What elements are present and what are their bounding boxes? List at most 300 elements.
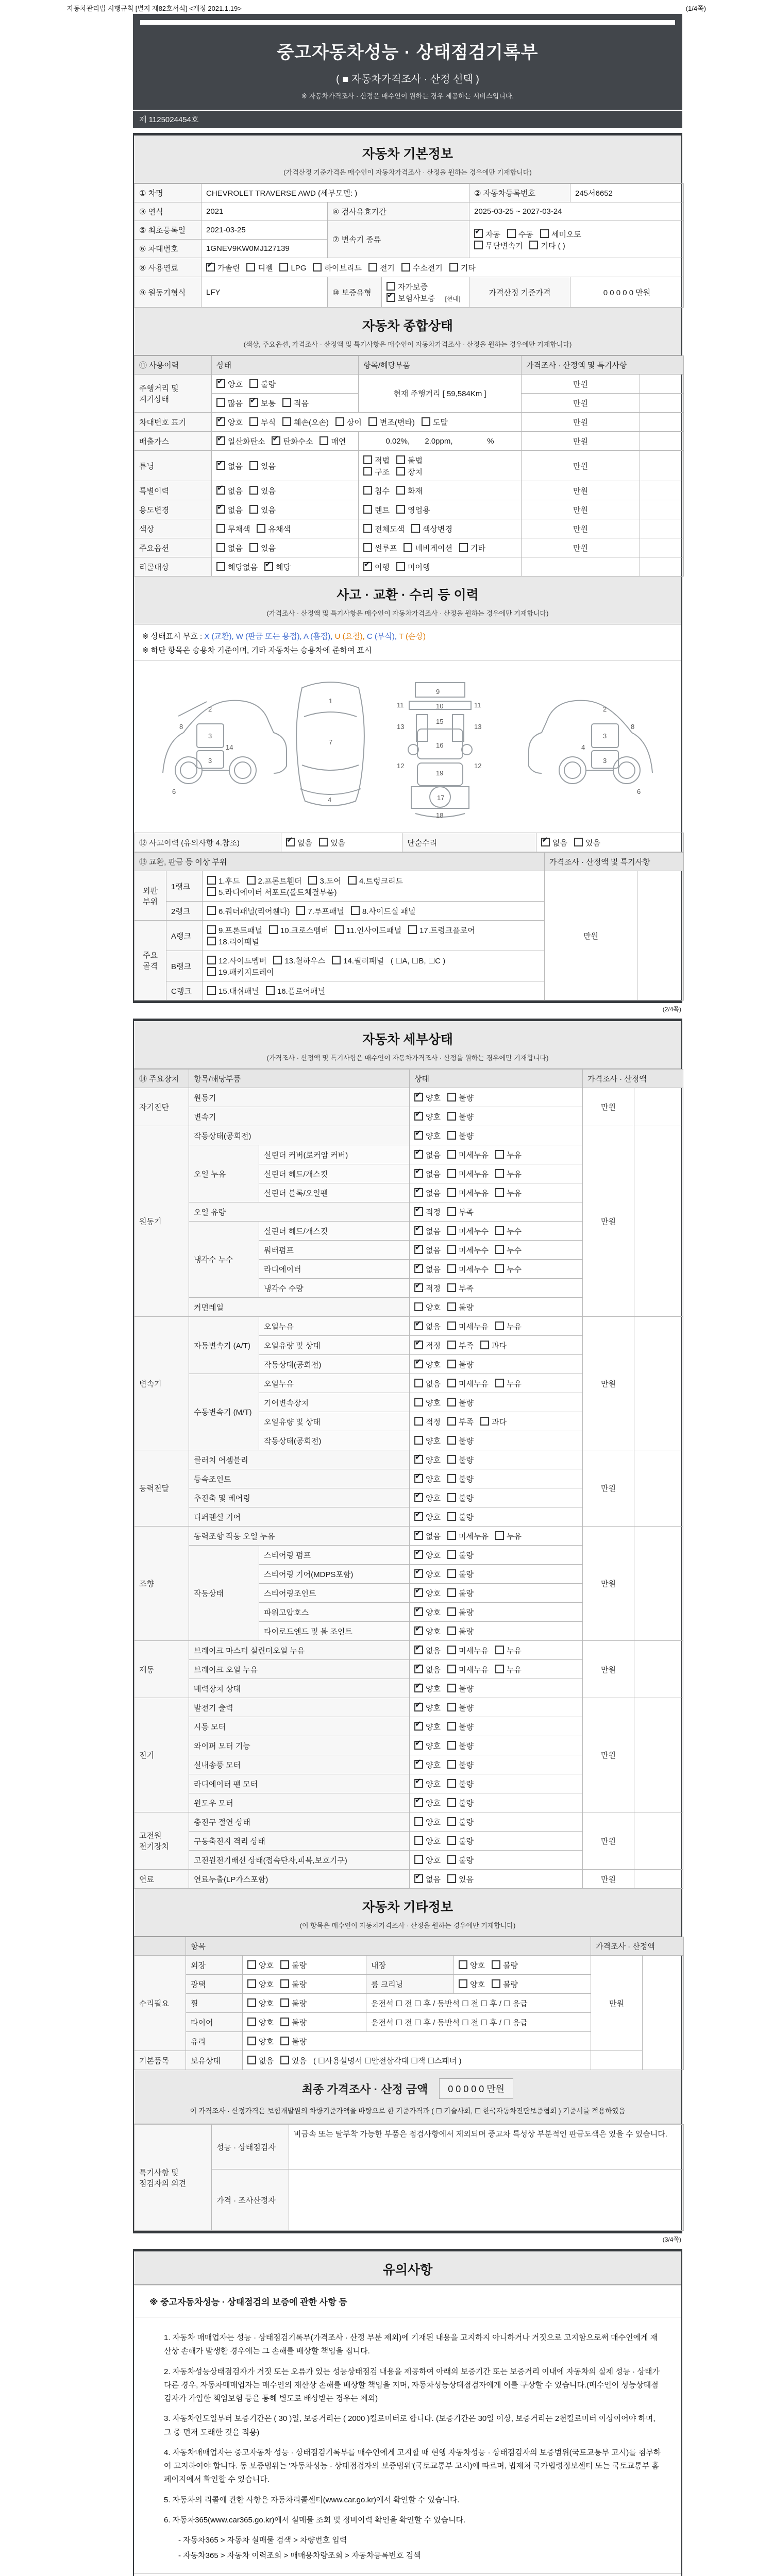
checkbox-세미오토[interactable] xyxy=(540,228,581,240)
checkbox-양호[interactable] xyxy=(414,1702,441,1713)
checkbox-checked-icon[interactable] xyxy=(414,1474,423,1483)
checkbox-불량[interactable] xyxy=(447,1759,474,1770)
checkbox-checked-icon[interactable] xyxy=(414,1207,423,1216)
checkbox-empty-icon[interactable] xyxy=(249,505,258,514)
checkbox-empty-icon[interactable] xyxy=(216,524,225,533)
checkbox-있음[interactable] xyxy=(249,460,276,471)
checkbox-미세누유[interactable] xyxy=(447,1645,489,1656)
checkbox-checked-icon[interactable] xyxy=(414,1741,423,1750)
checkbox-없음[interactable] xyxy=(414,1149,441,1160)
checkbox-불량[interactable] xyxy=(447,1740,474,1751)
checkbox-미세누유[interactable] xyxy=(447,1168,489,1179)
checkbox-해당없음[interactable] xyxy=(216,561,258,572)
checkbox-empty-icon[interactable] xyxy=(447,1264,456,1273)
checkbox-empty-icon[interactable] xyxy=(492,1979,500,1988)
checkbox-checked-icon[interactable] xyxy=(414,1493,423,1502)
checkbox-empty-icon[interactable] xyxy=(447,1493,456,1502)
checkbox-LPG[interactable] xyxy=(279,262,306,273)
checkbox-empty-icon[interactable] xyxy=(447,1569,456,1578)
checkbox-empty-icon[interactable] xyxy=(414,1417,423,1426)
checkbox-미세누유[interactable] xyxy=(447,1320,489,1332)
checkbox-일산화탄소[interactable] xyxy=(216,435,265,447)
checkbox-empty-icon[interactable] xyxy=(414,1379,423,1387)
checkbox-없음[interactable] xyxy=(216,542,243,553)
checkbox-empty-icon[interactable] xyxy=(447,1283,456,1292)
checkbox-empty-icon[interactable] xyxy=(447,1550,456,1559)
checkbox-양호[interactable] xyxy=(459,1959,485,1971)
checkbox-checked-icon[interactable] xyxy=(386,293,395,302)
checkbox-empty-icon[interactable] xyxy=(495,1188,504,1197)
checkbox-부족[interactable] xyxy=(447,1282,474,1294)
checkbox-없음[interactable] xyxy=(541,837,567,848)
checkbox-checked-icon[interactable] xyxy=(414,1646,423,1654)
checkbox-empty-icon[interactable] xyxy=(447,1398,456,1406)
checkbox-불량[interactable] xyxy=(447,1606,474,1618)
checkbox-empty-icon[interactable] xyxy=(247,2018,256,2026)
checkbox-checked-icon[interactable] xyxy=(216,486,225,495)
checkbox-checked-icon[interactable] xyxy=(216,505,225,514)
checkbox-장치[interactable] xyxy=(396,466,423,477)
checkbox-양호[interactable] xyxy=(216,416,243,428)
checkbox-가솔린[interactable] xyxy=(206,262,240,273)
checkbox-양호[interactable] xyxy=(414,1835,441,1846)
checkbox-checked-icon[interactable] xyxy=(414,1283,423,1292)
checkbox-empty-icon[interactable] xyxy=(447,1093,456,1101)
checkbox-empty-icon[interactable] xyxy=(447,1188,456,1197)
checkbox-적정[interactable] xyxy=(414,1206,441,1217)
checkbox-양호[interactable] xyxy=(414,1740,441,1751)
checkbox-empty-icon[interactable] xyxy=(474,241,483,249)
checkbox-checked-icon[interactable] xyxy=(414,1569,423,1578)
checkbox-empty-icon[interactable] xyxy=(447,1341,456,1349)
checkbox-empty-icon[interactable] xyxy=(414,1817,423,1826)
checkbox-empty-icon[interactable] xyxy=(363,486,372,495)
checkbox-empty-icon[interactable] xyxy=(447,1703,456,1711)
checkbox-empty-icon[interactable] xyxy=(280,2018,289,2026)
checkbox-checked-icon[interactable] xyxy=(414,1779,423,1788)
checkbox-전체도색[interactable] xyxy=(363,523,405,534)
checkbox-기타[interactable] xyxy=(459,542,485,553)
checkbox-누유[interactable] xyxy=(495,1664,522,1675)
checkbox-누수[interactable] xyxy=(495,1225,522,1236)
checkbox-양호[interactable] xyxy=(247,1978,274,1990)
checkbox-checked-icon[interactable] xyxy=(414,1550,423,1559)
checkbox-5.라디에이터 서포트(볼트체결부품)[interactable] xyxy=(207,886,337,897)
checkbox-양호[interactable] xyxy=(414,1301,441,1313)
checkbox-양호[interactable] xyxy=(414,1854,441,1866)
checkbox-도말[interactable] xyxy=(422,416,448,428)
checkbox-empty-icon[interactable] xyxy=(335,417,344,426)
checkbox-checked-icon[interactable] xyxy=(414,1131,423,1140)
checkbox-미세누유[interactable] xyxy=(447,1530,489,1541)
checkbox-유채색[interactable] xyxy=(257,523,290,534)
checkbox-empty-icon[interactable] xyxy=(447,1607,456,1616)
checkbox-네비게이션[interactable] xyxy=(404,542,452,553)
checkbox-checked-icon[interactable] xyxy=(286,838,295,846)
checkbox-empty-icon[interactable] xyxy=(280,2056,289,2064)
checkbox-empty-icon[interactable] xyxy=(447,1874,456,1883)
checkbox-empty-icon[interactable] xyxy=(249,461,258,470)
checkbox-checked-icon[interactable] xyxy=(414,1360,423,1368)
checkbox-empty-icon[interactable] xyxy=(495,1150,504,1159)
checkbox-있음[interactable] xyxy=(249,542,276,553)
checkbox-empty-icon[interactable] xyxy=(404,543,412,552)
checkbox-checked-icon[interactable] xyxy=(414,1341,423,1349)
checkbox-불량[interactable] xyxy=(492,1978,518,1990)
checkbox-empty-icon[interactable] xyxy=(574,838,583,846)
checkbox-탄화수소[interactable] xyxy=(272,435,313,447)
checkbox-양호[interactable] xyxy=(414,1549,441,1561)
checkbox-전기[interactable] xyxy=(368,262,395,273)
checkbox-empty-icon[interactable] xyxy=(447,1302,456,1311)
checkbox-무단변속기[interactable] xyxy=(474,240,523,251)
checkbox-없음[interactable] xyxy=(216,504,243,515)
checkbox-empty-icon[interactable] xyxy=(480,1417,489,1426)
checkbox-empty-icon[interactable] xyxy=(207,925,216,934)
checkbox-있음[interactable] xyxy=(319,837,345,848)
checkbox-empty-icon[interactable] xyxy=(459,1960,467,1969)
checkbox-empty-icon[interactable] xyxy=(447,1722,456,1731)
checkbox-empty-icon[interactable] xyxy=(396,562,405,571)
checkbox-없음[interactable] xyxy=(247,2055,274,2066)
checkbox-있음[interactable] xyxy=(447,1873,474,1885)
checkbox-영업용[interactable] xyxy=(396,504,430,515)
checkbox-empty-icon[interactable] xyxy=(492,1960,500,1969)
checkbox-불법[interactable] xyxy=(396,454,423,466)
checkbox-훼손(오손)[interactable] xyxy=(282,416,329,428)
checkbox-미세누수[interactable] xyxy=(447,1225,489,1236)
checkbox-empty-icon[interactable] xyxy=(447,1169,456,1178)
checkbox-미세누수[interactable] xyxy=(447,1263,489,1275)
checkbox-불량[interactable] xyxy=(447,1721,474,1732)
checkbox-empty-icon[interactable] xyxy=(320,436,328,445)
checkbox-empty-icon[interactable] xyxy=(480,1341,489,1349)
checkbox-empty-icon[interactable] xyxy=(447,1760,456,1769)
checkbox-침수[interactable] xyxy=(363,485,390,496)
checkbox-없음[interactable] xyxy=(414,1187,441,1198)
checkbox-empty-icon[interactable] xyxy=(386,282,395,291)
checkbox-불량[interactable] xyxy=(280,2016,307,2028)
checkbox-checked-icon[interactable] xyxy=(414,1703,423,1711)
checkbox-무채색[interactable] xyxy=(216,523,250,534)
checkbox-empty-icon[interactable] xyxy=(540,229,549,238)
checkbox-empty-icon[interactable] xyxy=(348,876,357,885)
checkbox-불량[interactable] xyxy=(447,1816,474,1827)
checkbox-empty-icon[interactable] xyxy=(396,455,405,464)
checkbox-checked-icon[interactable] xyxy=(414,1245,423,1254)
checkbox-empty-icon[interactable] xyxy=(447,1684,456,1692)
checkbox-empty-icon[interactable] xyxy=(363,505,372,514)
checkbox-불량[interactable] xyxy=(280,1997,307,2009)
checkbox-empty-icon[interactable] xyxy=(495,1321,504,1330)
checkbox-checked-icon[interactable] xyxy=(414,1531,423,1540)
checkbox-불량[interactable] xyxy=(447,1587,474,1599)
checkbox-누유[interactable] xyxy=(495,1320,522,1332)
checkbox-empty-icon[interactable] xyxy=(207,906,216,915)
checkbox-많음[interactable] xyxy=(216,397,243,409)
checkbox-불량[interactable] xyxy=(447,1130,474,1141)
checkbox-empty-icon[interactable] xyxy=(495,1264,504,1273)
checkbox-색상변경[interactable] xyxy=(411,523,452,534)
checkbox-empty-icon[interactable] xyxy=(246,263,255,272)
checkbox-empty-icon[interactable] xyxy=(207,876,216,885)
checkbox-empty-icon[interactable] xyxy=(447,1321,456,1330)
checkbox-checked-icon[interactable] xyxy=(206,263,215,272)
checkbox-empty-icon[interactable] xyxy=(296,906,305,915)
checkbox-불량[interactable] xyxy=(447,1397,474,1408)
checkbox-empty-icon[interactable] xyxy=(280,2037,289,2045)
checkbox-수동[interactable] xyxy=(507,228,533,240)
checkbox-미세누수[interactable] xyxy=(447,1244,489,1256)
checkbox-empty-icon[interactable] xyxy=(280,1998,289,2007)
checkbox-불량[interactable] xyxy=(447,1473,474,1484)
checkbox-누수[interactable] xyxy=(495,1244,522,1256)
checkbox-없음[interactable] xyxy=(414,1378,441,1389)
checkbox-양호[interactable] xyxy=(247,2036,274,2047)
checkbox-empty-icon[interactable] xyxy=(447,1150,456,1159)
checkbox-empty-icon[interactable] xyxy=(447,1817,456,1826)
checkbox-불량[interactable] xyxy=(447,1778,474,1789)
checkbox-empty-icon[interactable] xyxy=(447,1646,456,1654)
checkbox-불량[interactable] xyxy=(280,1959,307,1971)
checkbox-없음[interactable] xyxy=(414,1645,441,1656)
checkbox-checked-icon[interactable] xyxy=(264,562,273,571)
checkbox-checked-icon[interactable] xyxy=(414,1112,423,1121)
checkbox-적법[interactable] xyxy=(363,454,390,466)
checkbox-양호[interactable] xyxy=(414,1759,441,1770)
checkbox-empty-icon[interactable] xyxy=(449,263,458,272)
checkbox-불량[interactable] xyxy=(447,1568,474,1580)
checkbox-누수[interactable] xyxy=(495,1263,522,1275)
checkbox-empty-icon[interactable] xyxy=(447,1226,456,1235)
checkbox-상이[interactable] xyxy=(335,416,362,428)
checkbox-불량[interactable] xyxy=(447,1454,474,1465)
checkbox-양호[interactable] xyxy=(247,1959,274,1971)
checkbox-empty-icon[interactable] xyxy=(207,956,216,964)
checkbox-미세누유[interactable] xyxy=(447,1378,489,1389)
checkbox-양호[interactable] xyxy=(414,1721,441,1732)
checkbox-empty-icon[interactable] xyxy=(332,956,341,964)
checkbox-양호[interactable] xyxy=(414,1454,441,1465)
checkbox-미세누유[interactable] xyxy=(447,1149,489,1160)
checkbox-불량[interactable] xyxy=(447,1702,474,1713)
checkbox-불량[interactable] xyxy=(447,1111,474,1122)
checkbox-구조[interactable] xyxy=(363,466,390,477)
checkbox-empty-icon[interactable] xyxy=(459,1979,467,1988)
checkbox-8.사이드실 패널[interactable] xyxy=(351,905,416,917)
checkbox-empty-icon[interactable] xyxy=(422,417,430,426)
checkbox-누유[interactable] xyxy=(495,1187,522,1198)
checkbox-양호[interactable] xyxy=(414,1797,441,1808)
checkbox-empty-icon[interactable] xyxy=(216,398,225,407)
checkbox-불량[interactable] xyxy=(280,1978,307,1990)
checkbox-매연[interactable] xyxy=(320,435,346,447)
checkbox-checked-icon[interactable] xyxy=(414,1684,423,1692)
checkbox-empty-icon[interactable] xyxy=(408,925,417,934)
checkbox-누유[interactable] xyxy=(495,1149,522,1160)
checkbox-checked-icon[interactable] xyxy=(414,1226,423,1235)
checkbox-empty-icon[interactable] xyxy=(447,1665,456,1673)
checkbox-checked-icon[interactable] xyxy=(474,229,483,238)
checkbox-checked-icon[interactable] xyxy=(414,1722,423,1731)
checkbox-empty-icon[interactable] xyxy=(363,467,372,476)
checkbox-empty-icon[interactable] xyxy=(207,937,216,945)
checkbox-empty-icon[interactable] xyxy=(411,524,420,533)
checkbox-불량[interactable] xyxy=(492,1959,518,1971)
checkbox-과다[interactable] xyxy=(480,1416,507,1427)
checkbox-과다[interactable] xyxy=(480,1340,507,1351)
checkbox-empty-icon[interactable] xyxy=(249,417,258,426)
checkbox-empty-icon[interactable] xyxy=(363,543,372,552)
checkbox-불량[interactable] xyxy=(447,1683,474,1694)
checkbox-있음[interactable] xyxy=(574,837,600,848)
checkbox-불량[interactable] xyxy=(280,2036,307,2047)
checkbox-변조(변타)[interactable] xyxy=(368,416,415,428)
checkbox-적정[interactable] xyxy=(414,1340,441,1351)
checkbox-불량[interactable] xyxy=(447,1492,474,1503)
checkbox-양호[interactable] xyxy=(414,1111,441,1122)
checkbox-empty-icon[interactable] xyxy=(247,1960,256,1969)
checkbox-empty-icon[interactable] xyxy=(216,562,225,571)
checkbox-checked-icon[interactable] xyxy=(216,379,225,388)
checkbox-empty-icon[interactable] xyxy=(459,543,468,552)
checkbox-empty-icon[interactable] xyxy=(249,379,258,388)
checkbox-해당[interactable] xyxy=(264,561,291,572)
checkbox-화재[interactable] xyxy=(396,485,423,496)
checkbox-썬루프[interactable] xyxy=(363,542,397,553)
checkbox-checked-icon[interactable] xyxy=(414,1321,423,1330)
checkbox-empty-icon[interactable] xyxy=(279,263,288,272)
checkbox-empty-icon[interactable] xyxy=(414,1398,423,1406)
checkbox-checked-icon[interactable] xyxy=(249,398,258,407)
checkbox-불량[interactable] xyxy=(447,1092,474,1103)
checkbox-없음[interactable] xyxy=(216,460,243,471)
checkbox-불량[interactable] xyxy=(249,378,276,389)
checkbox-불량[interactable] xyxy=(447,1797,474,1808)
checkbox-checked-icon[interactable] xyxy=(414,1264,423,1273)
checkbox-불량[interactable] xyxy=(447,1549,474,1561)
checkbox-렌트[interactable] xyxy=(363,504,390,515)
checkbox-checked-icon[interactable] xyxy=(414,1607,423,1616)
checkbox-수소전기[interactable] xyxy=(401,262,443,273)
checkbox-empty-icon[interactable] xyxy=(447,1512,456,1521)
checkbox-empty-icon[interactable] xyxy=(447,1836,456,1845)
checkbox-checked-icon[interactable] xyxy=(414,1455,423,1464)
checkbox-11.인사이드패널[interactable] xyxy=(335,924,401,936)
checkbox-empty-icon[interactable] xyxy=(247,876,256,885)
checkbox-empty-icon[interactable] xyxy=(280,1960,289,1969)
checkbox-양호[interactable] xyxy=(414,1816,441,1827)
checkbox-누유[interactable] xyxy=(495,1378,522,1389)
checkbox-양호[interactable] xyxy=(414,1435,441,1446)
checkbox-미세누유[interactable] xyxy=(447,1187,489,1198)
checkbox-empty-icon[interactable] xyxy=(282,417,291,426)
checkbox-17.트렁크플로어[interactable] xyxy=(408,924,475,936)
checkbox-empty-icon[interactable] xyxy=(495,1531,504,1540)
checkbox-empty-icon[interactable] xyxy=(247,1998,256,2007)
checkbox-checked-icon[interactable] xyxy=(414,1665,423,1673)
checkbox-양호[interactable] xyxy=(247,2016,274,2028)
checkbox-누유[interactable] xyxy=(495,1168,522,1179)
checkbox-empty-icon[interactable] xyxy=(368,263,377,272)
checkbox-empty-icon[interactable] xyxy=(414,1836,423,1845)
checkbox-없음[interactable] xyxy=(414,1320,441,1332)
checkbox-양호[interactable] xyxy=(414,1568,441,1580)
checkbox-checked-icon[interactable] xyxy=(272,436,280,445)
checkbox-checked-icon[interactable] xyxy=(414,1798,423,1807)
checkbox-7.루프패널[interactable] xyxy=(296,905,344,917)
checkbox-3.도어[interactable] xyxy=(308,875,341,886)
checkbox-미이행[interactable] xyxy=(396,561,430,572)
checkbox-없음[interactable] xyxy=(414,1168,441,1179)
checkbox-없음[interactable] xyxy=(414,1244,441,1256)
checkbox-양호[interactable] xyxy=(414,1587,441,1599)
checkbox-empty-icon[interactable] xyxy=(507,229,516,238)
checkbox-없음[interactable] xyxy=(414,1225,441,1236)
checkbox-empty-icon[interactable] xyxy=(249,486,258,495)
checkbox-불량[interactable] xyxy=(447,1854,474,1866)
checkbox-양호[interactable] xyxy=(414,1397,441,1408)
checkbox-checked-icon[interactable] xyxy=(216,417,225,426)
checkbox-양호[interactable] xyxy=(216,378,243,389)
checkbox-empty-icon[interactable] xyxy=(495,1665,504,1673)
checkbox-양호[interactable] xyxy=(414,1130,441,1141)
checkbox-보험사보증[interactable] xyxy=(386,292,435,303)
checkbox-6.쿼더패널(리어휀다)[interactable] xyxy=(207,905,290,917)
checkbox-없음[interactable] xyxy=(414,1664,441,1675)
checkbox-empty-icon[interactable] xyxy=(216,543,225,552)
checkbox-empty-icon[interactable] xyxy=(396,486,405,495)
checkbox-13.휠하우스[interactable] xyxy=(273,955,325,966)
checkbox-checked-icon[interactable] xyxy=(363,562,372,571)
checkbox-19.패키지트레이[interactable] xyxy=(207,966,274,977)
checkbox-이행[interactable] xyxy=(363,561,390,572)
checkbox-적정[interactable] xyxy=(414,1416,441,1427)
checkbox-양호[interactable] xyxy=(414,1511,441,1522)
checkbox-empty-icon[interactable] xyxy=(447,1112,456,1121)
checkbox-양호[interactable] xyxy=(459,1978,485,1990)
checkbox-checked-icon[interactable] xyxy=(414,1588,423,1597)
checkbox-checked-icon[interactable] xyxy=(414,1188,423,1197)
checkbox-empty-icon[interactable] xyxy=(447,1379,456,1387)
checkbox-checked-icon[interactable] xyxy=(414,1760,423,1769)
checkbox-디젤[interactable] xyxy=(246,262,273,273)
checkbox-empty-icon[interactable] xyxy=(495,1379,504,1387)
checkbox-empty-icon[interactable] xyxy=(396,505,405,514)
checkbox-empty-icon[interactable] xyxy=(495,1169,504,1178)
checkbox-empty-icon[interactable] xyxy=(273,956,282,964)
checkbox-4.트렁크리드[interactable] xyxy=(348,875,403,886)
checkbox-empty-icon[interactable] xyxy=(401,263,410,272)
checkbox-empty-icon[interactable] xyxy=(447,1741,456,1750)
checkbox-14.필러패널[interactable] xyxy=(332,955,384,966)
checkbox-부족[interactable] xyxy=(447,1340,474,1351)
checkbox-empty-icon[interactable] xyxy=(368,417,377,426)
checkbox-없음[interactable] xyxy=(216,485,243,496)
checkbox-empty-icon[interactable] xyxy=(447,1474,456,1483)
checkbox-empty-icon[interactable] xyxy=(247,2056,256,2064)
checkbox-불량[interactable] xyxy=(447,1511,474,1522)
checkbox-empty-icon[interactable] xyxy=(313,263,322,272)
checkbox-양호[interactable] xyxy=(247,1997,274,2009)
checkbox-empty-icon[interactable] xyxy=(257,524,265,533)
checkbox-있음[interactable] xyxy=(249,485,276,496)
checkbox-적음[interactable] xyxy=(282,397,309,409)
checkbox-누유[interactable] xyxy=(495,1530,522,1541)
checkbox-없음[interactable] xyxy=(414,1530,441,1541)
checkbox-불량[interactable] xyxy=(447,1301,474,1313)
checkbox-불량[interactable] xyxy=(447,1435,474,1446)
